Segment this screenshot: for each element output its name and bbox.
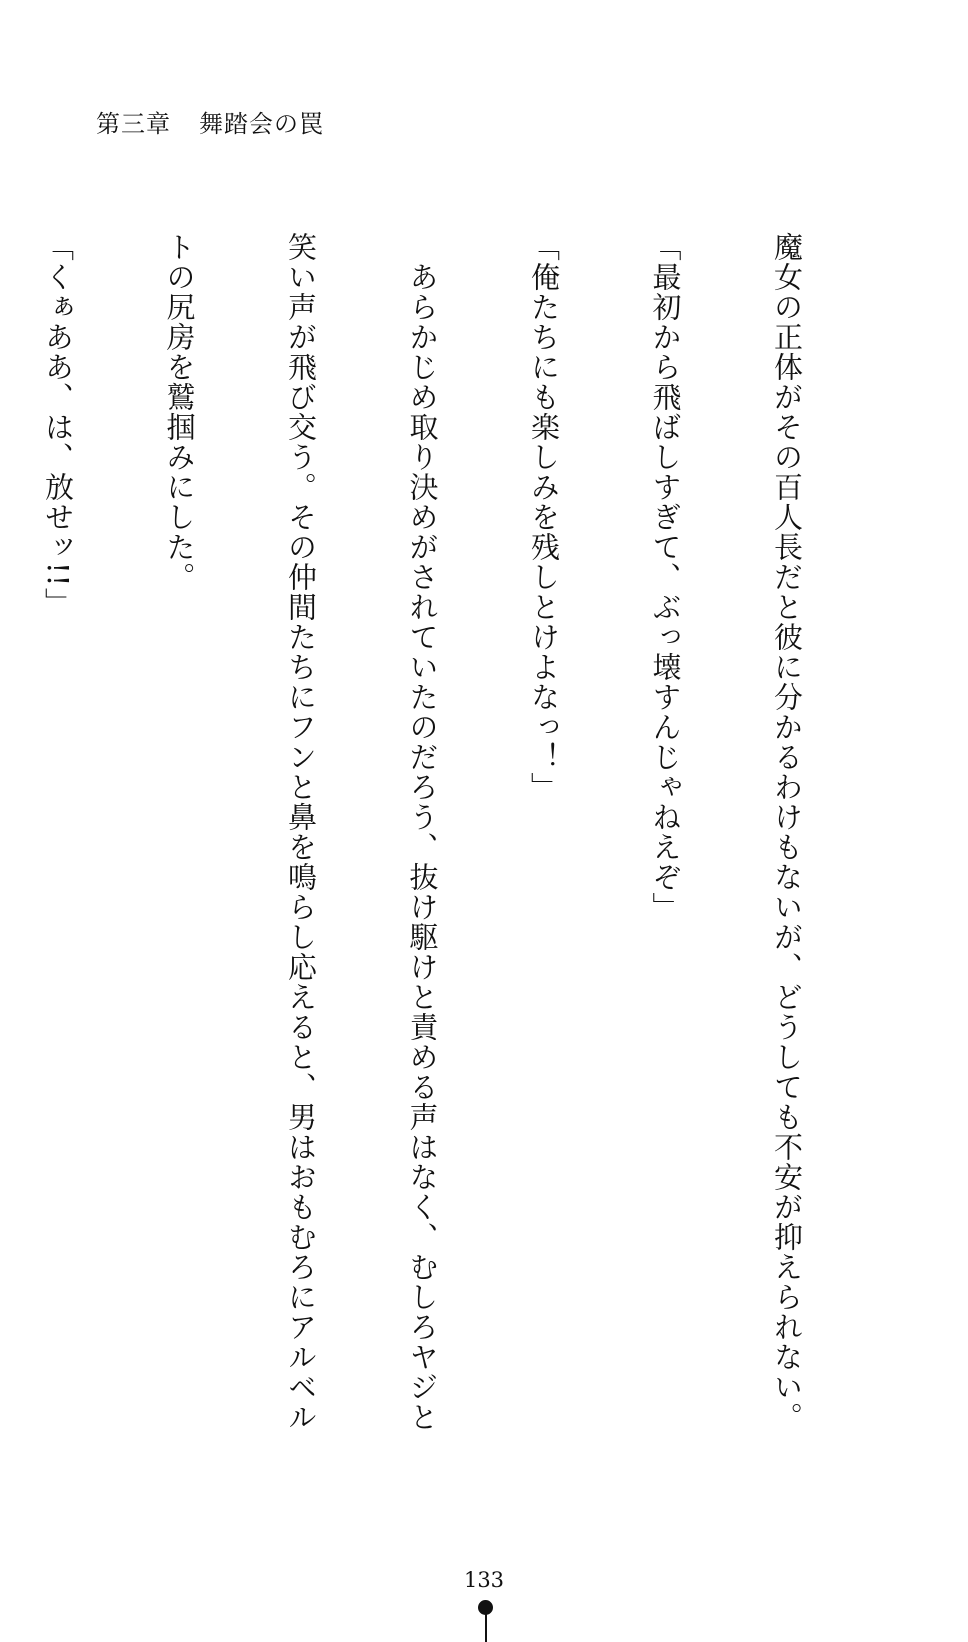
running-header	[96, 104, 324, 139]
page-number: 133	[463, 1568, 505, 1592]
text-line: 「俺たちにも楽しみを残しとけよなっ！」	[527, 232, 561, 802]
text-line: 魔女の正体がその百人長だと彼に分かるわけもないが、どうしても不安が抑えられない。	[770, 232, 804, 1432]
text-line: 「最初から飛ばしすぎて、ぶっ壊すんじゃねえぞ」	[648, 232, 683, 922]
page-marker-line	[485, 1612, 487, 1642]
text-line: トの尻房を鷲掴みにした。	[162, 232, 197, 592]
chapter-title: 舞踏会の罠	[199, 110, 324, 138]
text-line: 笑い声が飛び交う。その仲間たちにフンと鼻を鳴らし応えると、男はおもむろにアルベル	[284, 232, 318, 1432]
vertical-body-text	[0, 232, 888, 1432]
text-line: あらかじめ取り決めがされていたのだろう、抜け駆けと責める声はなく、むしろヤジと	[405, 232, 440, 1432]
chapter-label: 第三章	[96, 110, 171, 138]
text-line: 「くぁああ、は、放せッ!!」	[41, 232, 75, 618]
